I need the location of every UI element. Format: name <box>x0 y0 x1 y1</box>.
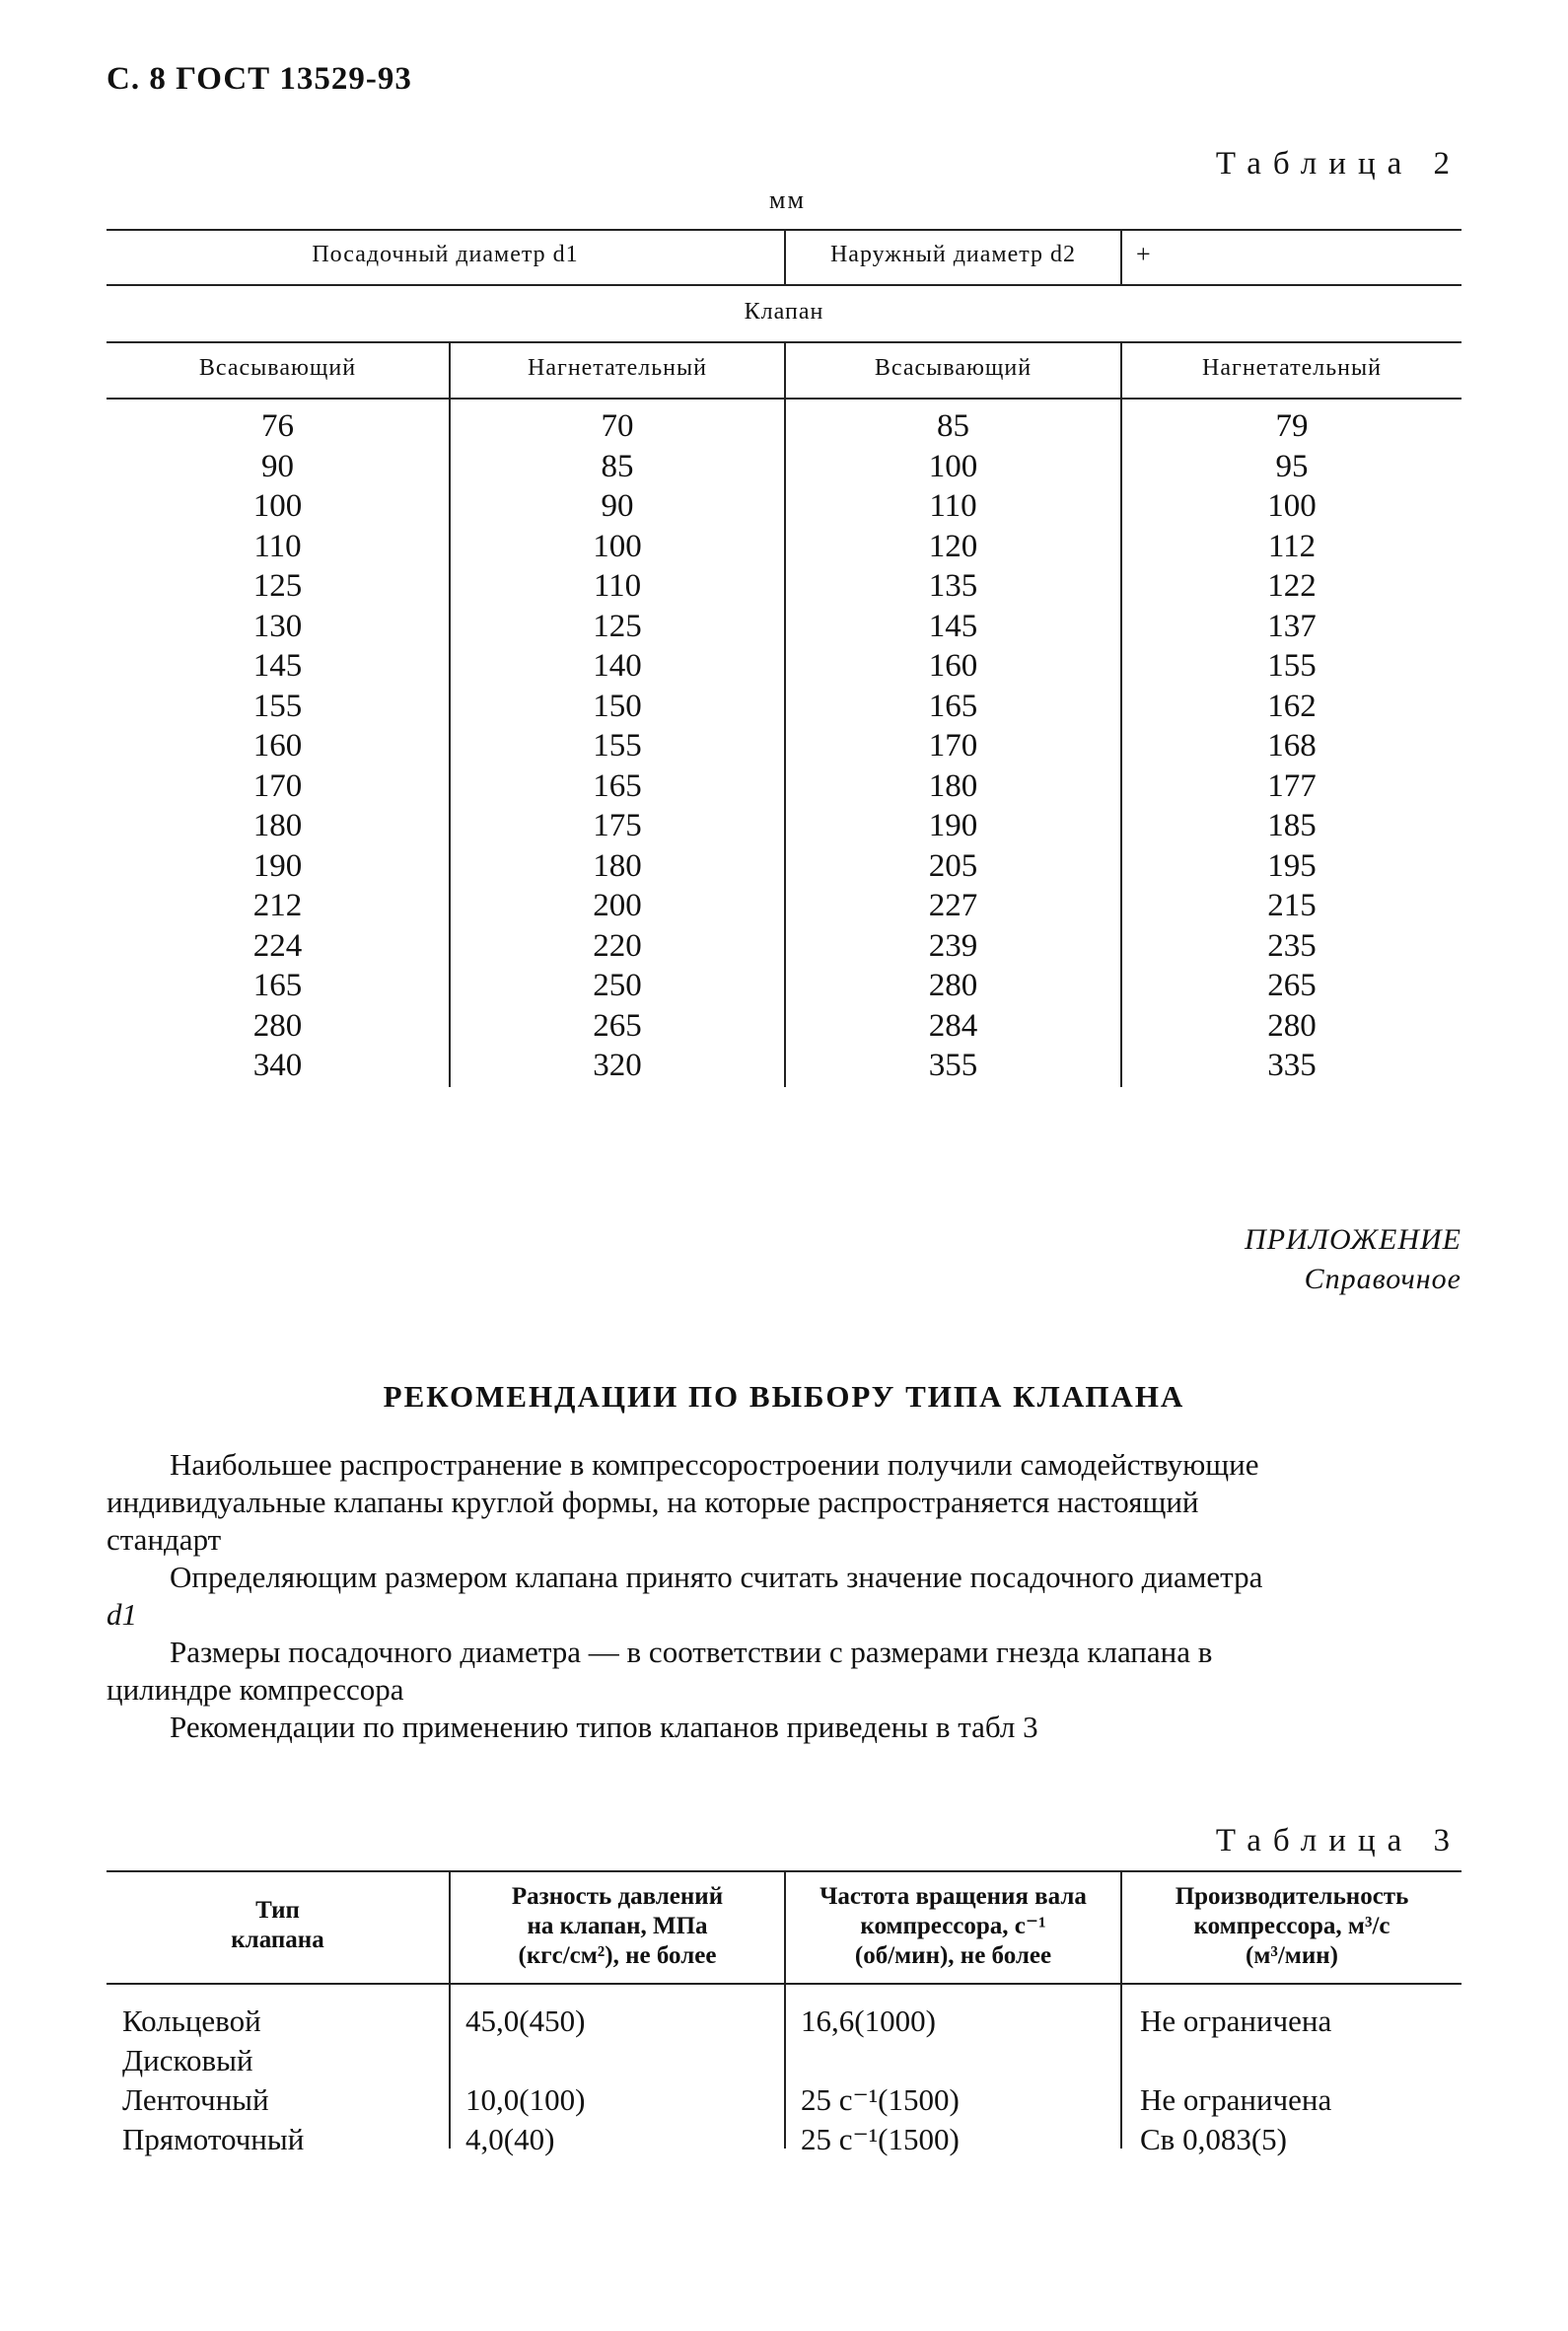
table2-cell: 200 <box>593 888 642 923</box>
table3-col-type <box>122 2002 304 2159</box>
table2-cell: 90 <box>261 448 294 484</box>
table2-cell: 224 <box>252 927 303 964</box>
table2-cell: 79 <box>1275 408 1309 444</box>
header-line: Разность давлений <box>511 1883 724 1910</box>
table2-cell: 145 <box>928 608 978 644</box>
table2-cell: 165 <box>928 688 978 724</box>
table2-cell: 85 <box>601 448 634 484</box>
table2-col4 <box>1122 406 1461 1086</box>
section-title: РЕКОМЕНДАЦИИ ПО ВЫБОРУ ТИПА КЛАПАНА <box>383 1379 1185 1414</box>
table2-cell: 100 <box>1267 488 1317 524</box>
table2-col2 <box>451 406 784 1086</box>
table3-cell: Кольцевой <box>122 2003 261 2038</box>
table2-col3 <box>786 406 1120 1086</box>
table3-cell: Не ограничена <box>1140 2082 1332 2117</box>
paragraph-line: стандарт <box>107 1522 222 1557</box>
table2-cell: 170 <box>928 728 978 764</box>
table2-cell: 165 <box>252 968 303 1003</box>
table2-cell: 90 <box>601 488 634 524</box>
table2-cell: 335 <box>1267 1048 1317 1083</box>
table2-cell: 135 <box>928 568 978 604</box>
table2-caption: Таблица 2 <box>1215 146 1461 182</box>
table2-cell: 215 <box>1267 888 1317 923</box>
table2-cell: 320 <box>593 1048 642 1083</box>
table3-cell: 25 с⁻¹(1500) <box>801 2082 960 2117</box>
table3-header-type <box>107 1896 449 1955</box>
table2-cell: 205 <box>928 847 978 884</box>
table2-cell: 125 <box>252 568 303 604</box>
paragraph-line: d1 <box>107 1597 137 1632</box>
table2-cell: 122 <box>1267 568 1317 604</box>
table3-cell: 16,6(1000) <box>801 2003 936 2038</box>
paragraph-1 <box>107 1446 1461 1559</box>
table3-caption: Таблица 3 <box>1215 1823 1461 1858</box>
table2-cell: 190 <box>252 847 303 884</box>
table3-cell <box>465 2041 585 2080</box>
header-line: (об/мин), не более <box>854 1942 1052 1969</box>
table2-cell: 168 <box>1267 728 1317 764</box>
table2-divider <box>1120 229 1122 284</box>
table2-rule <box>107 284 1461 286</box>
table2-cell: 110 <box>593 568 642 604</box>
table2-cell: 177 <box>1267 767 1317 804</box>
table2-cell: 155 <box>1267 648 1317 684</box>
table2-header-d1: Посадочный диаметр d1 <box>312 242 579 267</box>
table2-cell: 220 <box>593 927 642 964</box>
table2-cell: 140 <box>593 648 642 684</box>
table2-cell: 265 <box>1267 968 1317 1003</box>
table2-cell: 180 <box>593 847 642 884</box>
table2-cell: 280 <box>1267 1007 1317 1044</box>
header-line: компрессора, с⁻¹ <box>860 1913 1046 1939</box>
table3-col-performance <box>1140 2002 1331 2159</box>
paragraph-4: Рекомендации по применению типов клапанов приведены в табл 3 <box>170 1710 1038 1744</box>
table3-cell: Прямоточный <box>122 2122 305 2156</box>
table2-cell: 284 <box>928 1007 978 1044</box>
table2-cell: 130 <box>252 608 303 644</box>
table3-cell <box>1140 2041 1331 2080</box>
table2-header-plus: + <box>1136 240 1151 268</box>
table2-cell: 195 <box>1267 847 1317 884</box>
appendix-type: Справочное <box>1304 1263 1461 1295</box>
paragraph-3 <box>107 1634 1461 1709</box>
table2-cell: 110 <box>253 528 302 564</box>
table3-cell: 4,0(40) <box>465 2122 555 2156</box>
table2-cell: 100 <box>928 448 978 484</box>
table3-cell: 25 с⁻¹(1500) <box>801 2122 960 2156</box>
table2-col1 <box>107 406 449 1086</box>
table2-cell: 160 <box>928 648 978 684</box>
table3-cell: Ленточный <box>122 2082 269 2117</box>
table2-cell: 239 <box>928 927 978 964</box>
header-line: клапана <box>231 1927 324 1953</box>
table3-cell: Дисковый <box>122 2043 253 2077</box>
table2-cell: 280 <box>252 1007 303 1044</box>
table3-header-performance <box>1122 1882 1461 1971</box>
table2-cell: 155 <box>252 688 303 724</box>
paragraph-line: индивидуальные клапаны круглой формы, на которые распространяется настоящий <box>107 1485 1199 1519</box>
table3-cell: 10,0(100) <box>465 2082 586 2117</box>
table3-col-pressure <box>465 2002 585 2159</box>
table2-cell: 280 <box>928 968 978 1003</box>
table2-cell: 150 <box>593 688 642 724</box>
table2-cell: 125 <box>593 608 642 644</box>
table2-col-header: Всасывающий <box>198 355 357 381</box>
paragraph-line: Наибольшее распространение в компрессоростроении получили самодействующие <box>170 1447 1259 1482</box>
table2-unit: мм <box>769 185 806 214</box>
header-line: Частота вращения вала <box>820 1883 1087 1910</box>
table2-cell: 165 <box>593 767 642 804</box>
table3-col-frequency <box>801 2002 960 2159</box>
header-line: (кгс/см²), не более <box>518 1942 717 1969</box>
table2-cell: 212 <box>252 888 303 923</box>
table2-col-header: Нагнетательный <box>527 355 707 381</box>
table3-cell <box>801 2041 960 2080</box>
table2-group-label: Клапан <box>744 299 824 325</box>
table3-header-pressure <box>451 1882 784 1971</box>
table2-cell: 355 <box>928 1048 978 1083</box>
header-line: на клапан, МПа <box>527 1913 708 1939</box>
appendix-label: ПРИЛОЖЕНИЕ <box>1245 1223 1461 1256</box>
table2-cell: 265 <box>593 1007 642 1044</box>
table3-cell: Св 0,083(5) <box>1140 2122 1287 2156</box>
table2-cell: 70 <box>601 408 634 444</box>
table2-header-d2: Наружный диаметр d2 <box>829 242 1077 267</box>
table2-cell: 76 <box>261 408 294 444</box>
table3-cell: 45,0(450) <box>465 2003 586 2038</box>
table3-header-frequency <box>786 1882 1120 1971</box>
table2-cell: 120 <box>928 528 978 564</box>
paragraph-line: цилиндре компрессора <box>107 1672 404 1707</box>
table2-cell: 100 <box>593 528 642 564</box>
table2-cell: 170 <box>252 767 303 804</box>
table2-cell: 175 <box>593 808 642 843</box>
table2-cell: 235 <box>1267 927 1317 964</box>
header-line: Производительность <box>1175 1883 1409 1910</box>
header-line: компрессора, м³/с <box>1193 1913 1390 1939</box>
table2-cell: 180 <box>928 767 978 804</box>
table2-cell: 340 <box>252 1048 303 1083</box>
header-line: Тип <box>255 1897 300 1924</box>
table2-col-header: Нагнетательный <box>1201 355 1382 381</box>
table2-cell: 227 <box>928 888 978 923</box>
table2-cell: 185 <box>1267 808 1317 843</box>
table2-cell: 162 <box>1267 688 1317 724</box>
table3-cell: Не ограничена <box>1140 2003 1332 2038</box>
table2-cell: 190 <box>928 808 978 843</box>
table2-cell: 95 <box>1275 448 1309 484</box>
table2-cell: 85 <box>937 408 969 444</box>
table2-cell: 155 <box>593 728 642 764</box>
table2-col-header: Всасывающий <box>874 355 1033 381</box>
page-header: С. 8 ГОСТ 13529-93 <box>107 61 412 97</box>
paragraph-2 <box>107 1559 1461 1634</box>
table2-cell: 110 <box>929 488 977 524</box>
table2-cell: 112 <box>1267 528 1317 564</box>
paragraph-line: Размеры посадочного диаметра — в соответствии с размерами гнезда клапана в <box>170 1635 1213 1669</box>
table2-cell: 145 <box>252 648 303 684</box>
table2-cell: 250 <box>593 968 642 1003</box>
table2-cell: 137 <box>1267 608 1317 644</box>
table2-cell: 160 <box>252 728 303 764</box>
header-line: (м³/мин) <box>1246 1942 1338 1969</box>
table2-cell: 100 <box>252 488 303 524</box>
paragraph-line: Определяющим размером клапана принято считать значение посадочного диаметра <box>170 1560 1263 1594</box>
table2-cell: 180 <box>252 808 303 843</box>
